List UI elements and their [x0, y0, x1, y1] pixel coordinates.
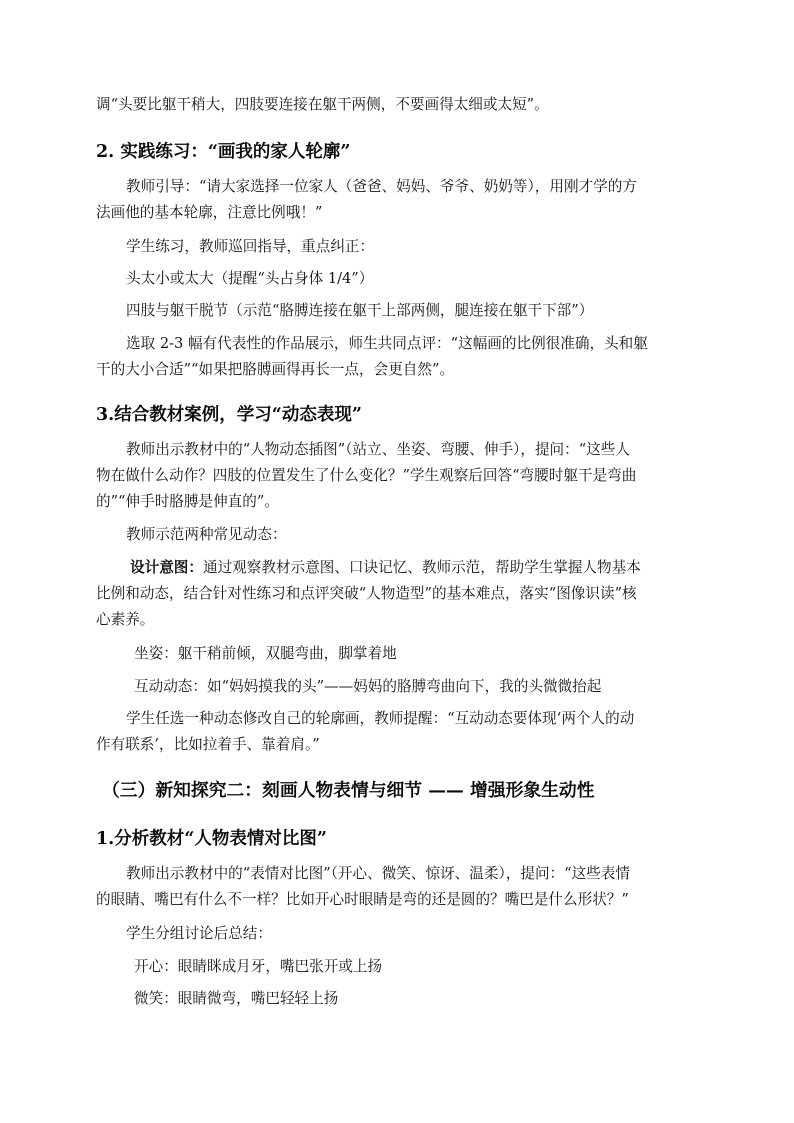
paragraph-line: 教师引导：“请大家选择一位家人（爸爸、妈妈、爷爷、奶奶等），用刚才学的方	[126, 178, 637, 195]
paragraph-line: 调“头要比躯干稍大，四肢要连接在躯干两侧，不要画得太细或太短”。	[96, 96, 549, 113]
heading-analyze: 1.分析教材“人物表情对比图”	[96, 829, 327, 849]
paragraph-line: 微笑：眼睛微弯，嘴巴轻轻上扬	[134, 990, 339, 1007]
paragraph-line: 头太小或太大（提醒“头占身体 1/4”）	[126, 270, 374, 287]
design-intent-text: 通过观察教材示意图、口诀记忆、教师示范，帮助学生掌握人物基本	[202, 559, 641, 576]
paragraph-line: 的”“伸手时胳膊是伸直的”。	[96, 493, 279, 510]
design-intent-label: 设计意图：	[130, 559, 203, 576]
paragraph-line: 作有联系’，比如拉着手、靠着肩。”	[96, 736, 320, 753]
heading-case-study: 3.结合教材案例，学习“动态表现”	[96, 405, 362, 425]
paragraph-line: 干的大小合适”“如果把胳膊画得再长一点，会更自然”。	[96, 361, 455, 378]
paragraph-line: 选取 2-3 幅有代表性的作品展示，师生共同点评：“这幅画的比例很准确，头和躯	[126, 335, 648, 352]
design-intent-line	[130, 558, 641, 578]
heading-section-three: （三）新知探究二：刻画人物表情与细节 —— 增强形象生动性	[102, 780, 595, 801]
paragraph-line: 教师出示教材中的“表情对比图”（开心、微笑、惊讶、温柔），提问：“这些表情	[126, 865, 630, 882]
paragraph-line: 坐姿：躯干稍前倾，双腿弯曲，脚掌着地	[134, 645, 397, 662]
paragraph-line: 开心：眼睛眯成月牙，嘴巴张开或上扬	[134, 958, 383, 975]
paragraph-line: 心素养。	[96, 611, 155, 628]
heading-practice: 2. 实践练习：“画我的家人轮廓”	[96, 142, 351, 162]
paragraph-line: 物在做什么动作？四肢的位置发生了什么变化？”学生观察后回答“弯腰时躯干是弯曲	[96, 467, 637, 484]
paragraph-line: 教师示范两种常见动态：	[126, 526, 287, 543]
paragraph-line: 的眼睛、嘴巴有什么不一样？比如开心时眼睛是弯的还是圆的？嘴巴是什么形状？”	[96, 891, 629, 908]
paragraph-line: 学生任选一种动态修改自己的轮廓画，教师提醒：“互动动态要体现‘两个人的动	[126, 710, 635, 727]
paragraph-line: 四肢与躯干脱节（示范“胳膊连接在躯干上部两侧，腿连接在躯干下部”）	[126, 302, 594, 319]
paragraph-line: 学生练习，教师巡回指导，重点纠正：	[126, 238, 375, 255]
paragraph-line: 教师出示教材中的“人物动态插图”（站立、坐姿、弯腰、伸手），提问：“这些人	[126, 441, 630, 458]
paragraph-line: 比例和动态，结合针对性练习和点评突破“人物造型”的基本难点，落实“图像识读”核	[96, 585, 637, 602]
paragraph-line: 法画他的基本轮廓，注意比例哦！”	[96, 204, 323, 221]
paragraph-line: 互动动态：如“妈妈摸我的头”——妈妈的胳膊弯曲向下，我的头微微抬起	[134, 678, 602, 695]
paragraph-line: 学生分组讨论后总结：	[126, 925, 272, 942]
